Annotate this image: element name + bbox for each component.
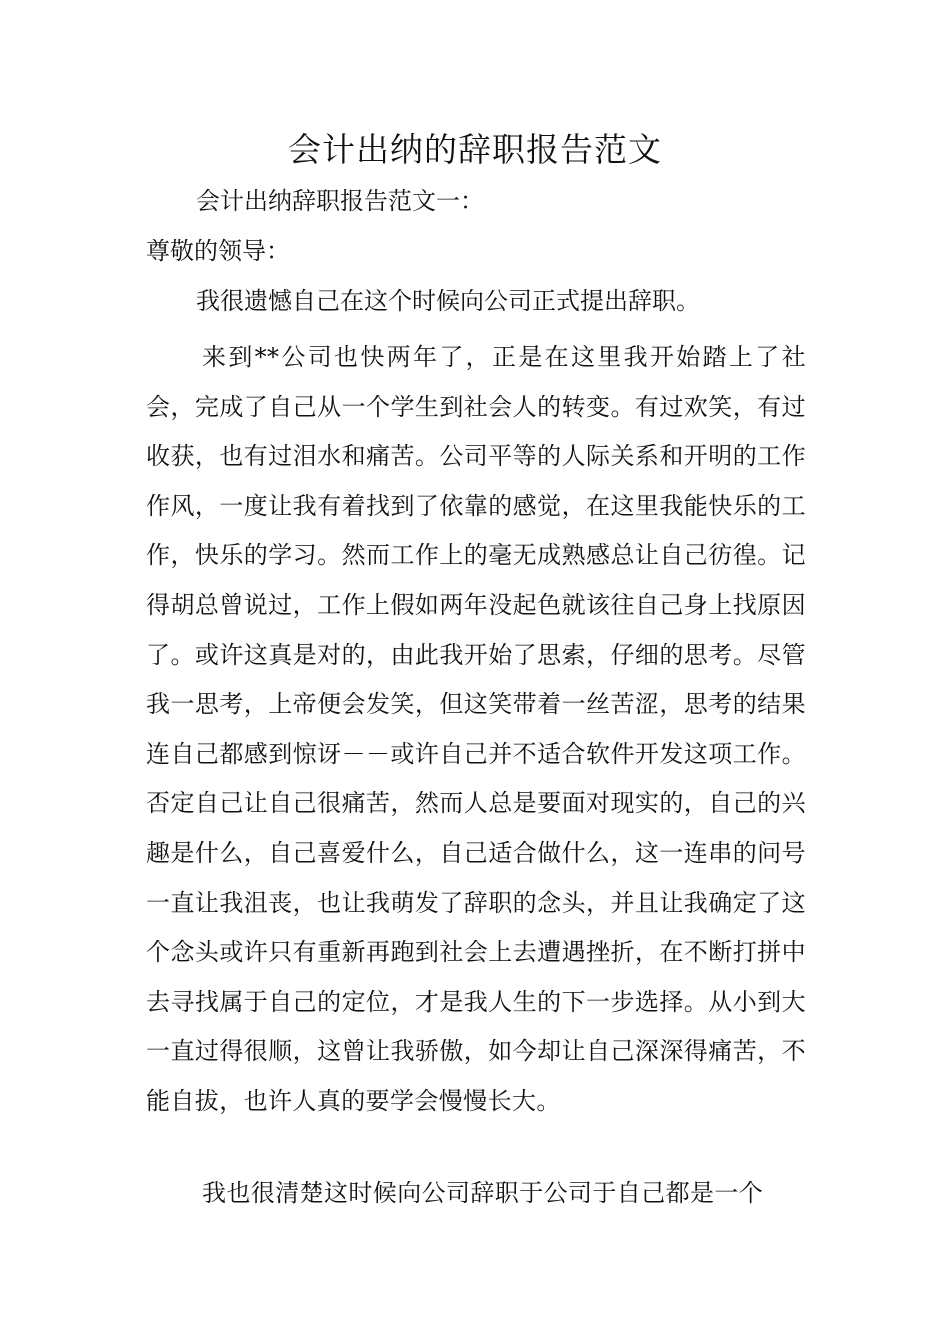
body-paragraph-2: 我也很清楚这时候向公司辞职于公司于自己都是一个: [202, 1179, 764, 1207]
document-subtitle: 会计出纳辞职报告范文一：: [196, 187, 484, 215]
body-paragraph-1: 来到**公司也快两年了，正是在这里我开始踏上了社会，完成了自己从一个学生到社会人的转变。有过欢笑，有过收获，也有过泪水和痛苦。公司平等的人际关系和开明的工作作风，一度让我有着找到了依靠的感觉，在这里我能快乐的工作，快乐的学习。然而工作上的毫无成熟感总让自己彷徨。记得胡总曾说过，工作上假如两年没起色就该往自己身上找原因了。或许这真是对的，由此我开始了思索，仔细的思考。尽管我一思考，上帝便会发笑，但这笑带着一丝苦涩，思考的结果连自己都感到惊讶－－或许自己并不适合软件开发这项工作。否定自己让自己很痛苦，然而人总是要面对现实的，自己的兴趣是什么，自己喜爱什么，自己适合做什么，这一连串的问号一直让我沮丧，也让我萌发了辞职的念头，并且让我确定了这个念头或许只有重新再跑到社会上去遭遇挫折，在不断打拼中去寻找属于自己的定位，才是我人生的下一步选择。从小到大一直过得很顺，这曾让我骄傲，如今却让自己深深得痛苦，不能自拔，也许人真的要学会慢慢长大。: [146, 343, 806, 1115]
intro-paragraph: 我很遗憾自己在这个时候向公司正式提出辞职。: [196, 287, 700, 315]
salutation: 尊敬的领导：: [146, 237, 290, 265]
document-title: 会计出纳的辞职报告范文: [288, 130, 662, 169]
